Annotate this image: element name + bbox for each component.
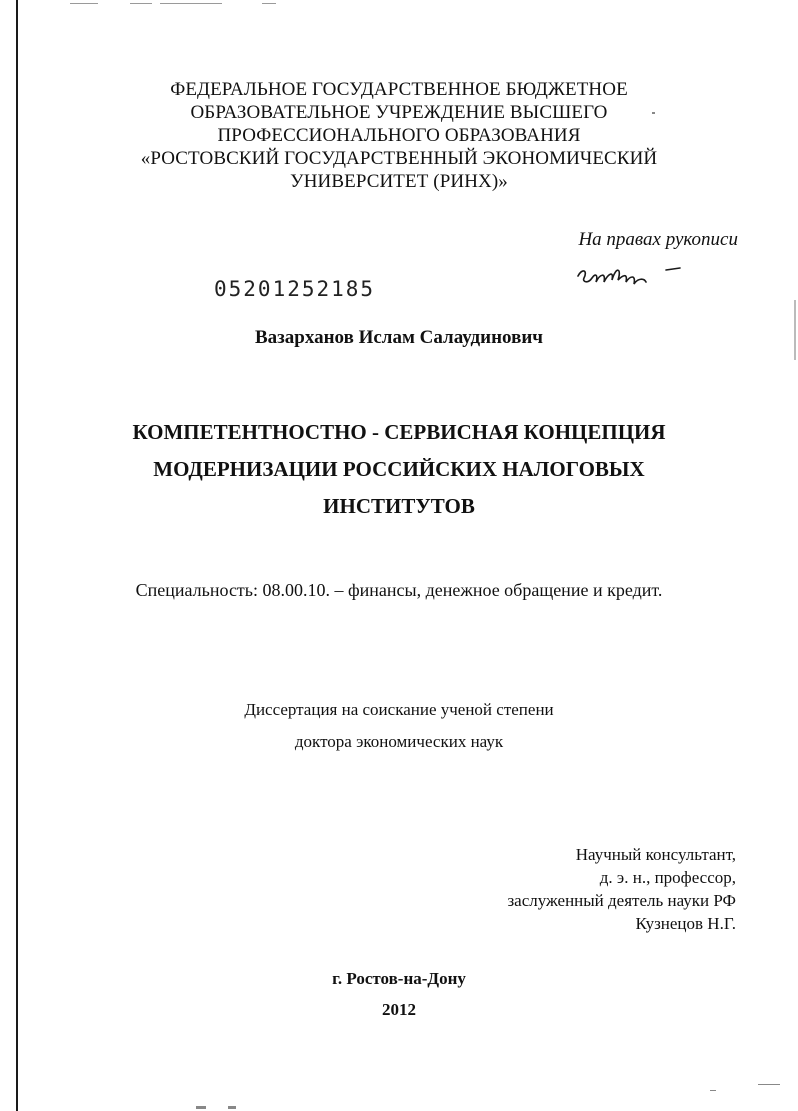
scan-speck — [652, 112, 655, 114]
scan-speck — [710, 1090, 716, 1091]
scan-artifact-dash — [160, 3, 222, 4]
header-line: УНИВЕРСИТЕТ (РИНХ)» — [290, 171, 508, 192]
dissertation-title — [0, 414, 798, 525]
title-line: МОДЕРНИЗАЦИИ РОССИЙСКИХ НАЛОГОВЫХ — [153, 457, 645, 481]
author-name: Вазарханов Ислам Салаудинович — [254, 327, 543, 348]
city: г. Ростов-на-Дону — [332, 969, 466, 988]
consultant-line: Кузнецов Н.Г. — [635, 914, 736, 933]
header-line: ФЕДЕРАЛЬНОЕ ГОСУДАРСТВЕННОЕ БЮДЖЕТНОЕ — [170, 79, 628, 100]
handwritten-signature — [574, 262, 684, 297]
scan-artifact-dash — [70, 3, 98, 4]
scientific-consultant — [507, 843, 736, 935]
organization-header — [0, 78, 798, 193]
title-line: ИНСТИТУТОВ — [323, 494, 475, 518]
consultant-line: заслуженный деятель науки РФ — [507, 891, 736, 910]
header-line: ПРОФЕССИОНАЛЬНОГО ОБРАЗОВАНИЯ — [217, 125, 581, 146]
year: 2012 — [382, 1000, 416, 1019]
specialty-line: Специальность: 08.00.10. – финансы, денежное обращение и кредит. — [135, 580, 663, 600]
archive-number: 05201252185 — [214, 277, 376, 301]
header-line: ОБРАЗОВАТЕЛЬНОЕ УЧРЕЖДЕНИЕ ВЫСШЕГО — [190, 102, 608, 123]
rights-note: На правах рукописи — [578, 229, 738, 250]
consultant-line: д. э. н., профессор, — [599, 868, 736, 887]
degree-line: доктора экономических наук — [294, 732, 504, 751]
scan-speck — [196, 1106, 206, 1109]
title-line: КОМПЕТЕНТНОСТНО - СЕРВИСНАЯ КОНЦЕПЦИЯ — [132, 420, 666, 444]
scan-artifact-dash — [262, 3, 276, 4]
scan-speck — [228, 1106, 236, 1109]
degree-statement — [0, 694, 798, 758]
degree-line: Диссертация на соискание ученой степени — [244, 700, 554, 719]
consultant-line: Научный консультант, — [575, 845, 736, 864]
scan-artifact-dash — [130, 3, 152, 4]
scan-speck — [758, 1084, 780, 1085]
header-line: «РОСТОВСКИЙ ГОСУДАРСТВЕННЫЙ ЭКОНОМИЧЕСКИЙ — [140, 148, 658, 169]
